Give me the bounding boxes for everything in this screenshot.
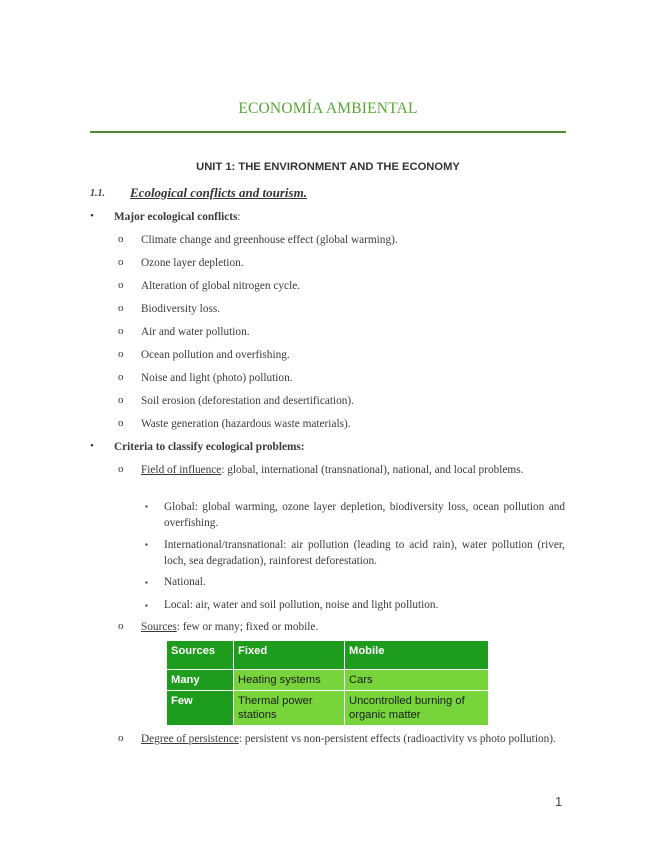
- table-cell: Uncontrolled burning of organic matter: [345, 691, 489, 726]
- sub-list-item: Local: air, water and soil pollution, noise and light pollution.: [164, 599, 439, 611]
- criteria-heading: Criteria to classify ecological problems:: [114, 441, 305, 453]
- persistence-item: Degree of persistence: persistent vs non-persistent effects (radioactivity vs photo pollution).: [141, 733, 556, 745]
- list-item: Ocean pollution and overfishing.: [141, 349, 290, 361]
- sub-list-item: Global: global warming, ozone layer depletion, biodiversity loss, ocean pollution and overfishing.: [164, 501, 565, 529]
- list-item: Climate change and greenhouse effect (global warming).: [141, 234, 398, 246]
- table-cell: Thermal power stations: [234, 691, 345, 726]
- table-header-cell: Mobile: [345, 641, 489, 670]
- circle-marker: o: [118, 463, 124, 475]
- sources-label: Sources: [141, 621, 177, 633]
- circle-marker: o: [118, 732, 124, 744]
- bullet-marker: •: [90, 210, 94, 222]
- table-header-row: [167, 641, 489, 670]
- section-number: 1.1.: [90, 188, 105, 199]
- square-marker: ▪: [145, 578, 148, 587]
- list-item: Waste generation (hazardous waste materials).: [141, 418, 351, 430]
- sources-table: [166, 640, 489, 726]
- table-row-header: Few: [167, 691, 234, 726]
- document-title: ECONOMÍA AMBIENTAL: [238, 100, 418, 117]
- square-marker: ▪: [145, 601, 148, 610]
- sub-list-item: National.: [164, 576, 206, 588]
- list-item: Soil erosion (deforestation and desertification).: [141, 395, 355, 407]
- list-item: Noise and light (photo) pollution.: [141, 372, 293, 384]
- conflicts-heading: Major ecological conflicts:: [114, 211, 241, 223]
- sources-item: Sources: few or many; fixed or mobile.: [141, 621, 319, 633]
- table-row: [167, 670, 489, 691]
- circle-marker: o: [118, 256, 124, 268]
- square-marker: ▪: [145, 502, 148, 511]
- circle-marker: o: [118, 620, 124, 632]
- circle-marker: o: [118, 371, 124, 383]
- persistence-label: Degree of persistence: [141, 733, 239, 745]
- page-number: 1: [555, 794, 563, 809]
- circle-marker: o: [118, 394, 124, 406]
- table-cell: Heating systems: [234, 670, 345, 691]
- circle-marker: o: [118, 325, 124, 337]
- table-cell: Cars: [345, 670, 489, 691]
- table-header-cell: Sources: [167, 641, 234, 670]
- sub-list-item: International/transnational: air pollution (leading to acid rain), water pollution (river, loch, sea degradation), rainforest deforestation.: [164, 539, 565, 567]
- square-marker: ▪: [145, 540, 148, 549]
- table-row-header: Many: [167, 670, 234, 691]
- bullet-marker: •: [90, 440, 94, 452]
- section-title: Ecological conflicts and tourism.: [130, 185, 307, 200]
- list-item: Biodiversity loss.: [141, 303, 221, 315]
- table-row: [167, 691, 489, 726]
- list-item: Ozone layer depletion.: [141, 257, 244, 269]
- field-of-influence-label: Field of influence: [141, 464, 222, 476]
- field-of-influence-item: Field of influence: global, international (transnational), national, and local problems.: [141, 464, 524, 476]
- table-header-cell: Fixed: [234, 641, 345, 670]
- list-item: Air and water pollution.: [141, 326, 250, 338]
- circle-marker: o: [118, 348, 124, 360]
- circle-marker: o: [118, 233, 124, 245]
- circle-marker: o: [118, 302, 124, 314]
- circle-marker: o: [118, 279, 124, 291]
- list-item: Alteration of global nitrogen cycle.: [141, 280, 301, 292]
- title-divider: [90, 131, 566, 133]
- unit-title: UNIT 1: THE ENVIRONMENT AND THE ECONOMY: [196, 161, 460, 173]
- circle-marker: o: [118, 417, 124, 429]
